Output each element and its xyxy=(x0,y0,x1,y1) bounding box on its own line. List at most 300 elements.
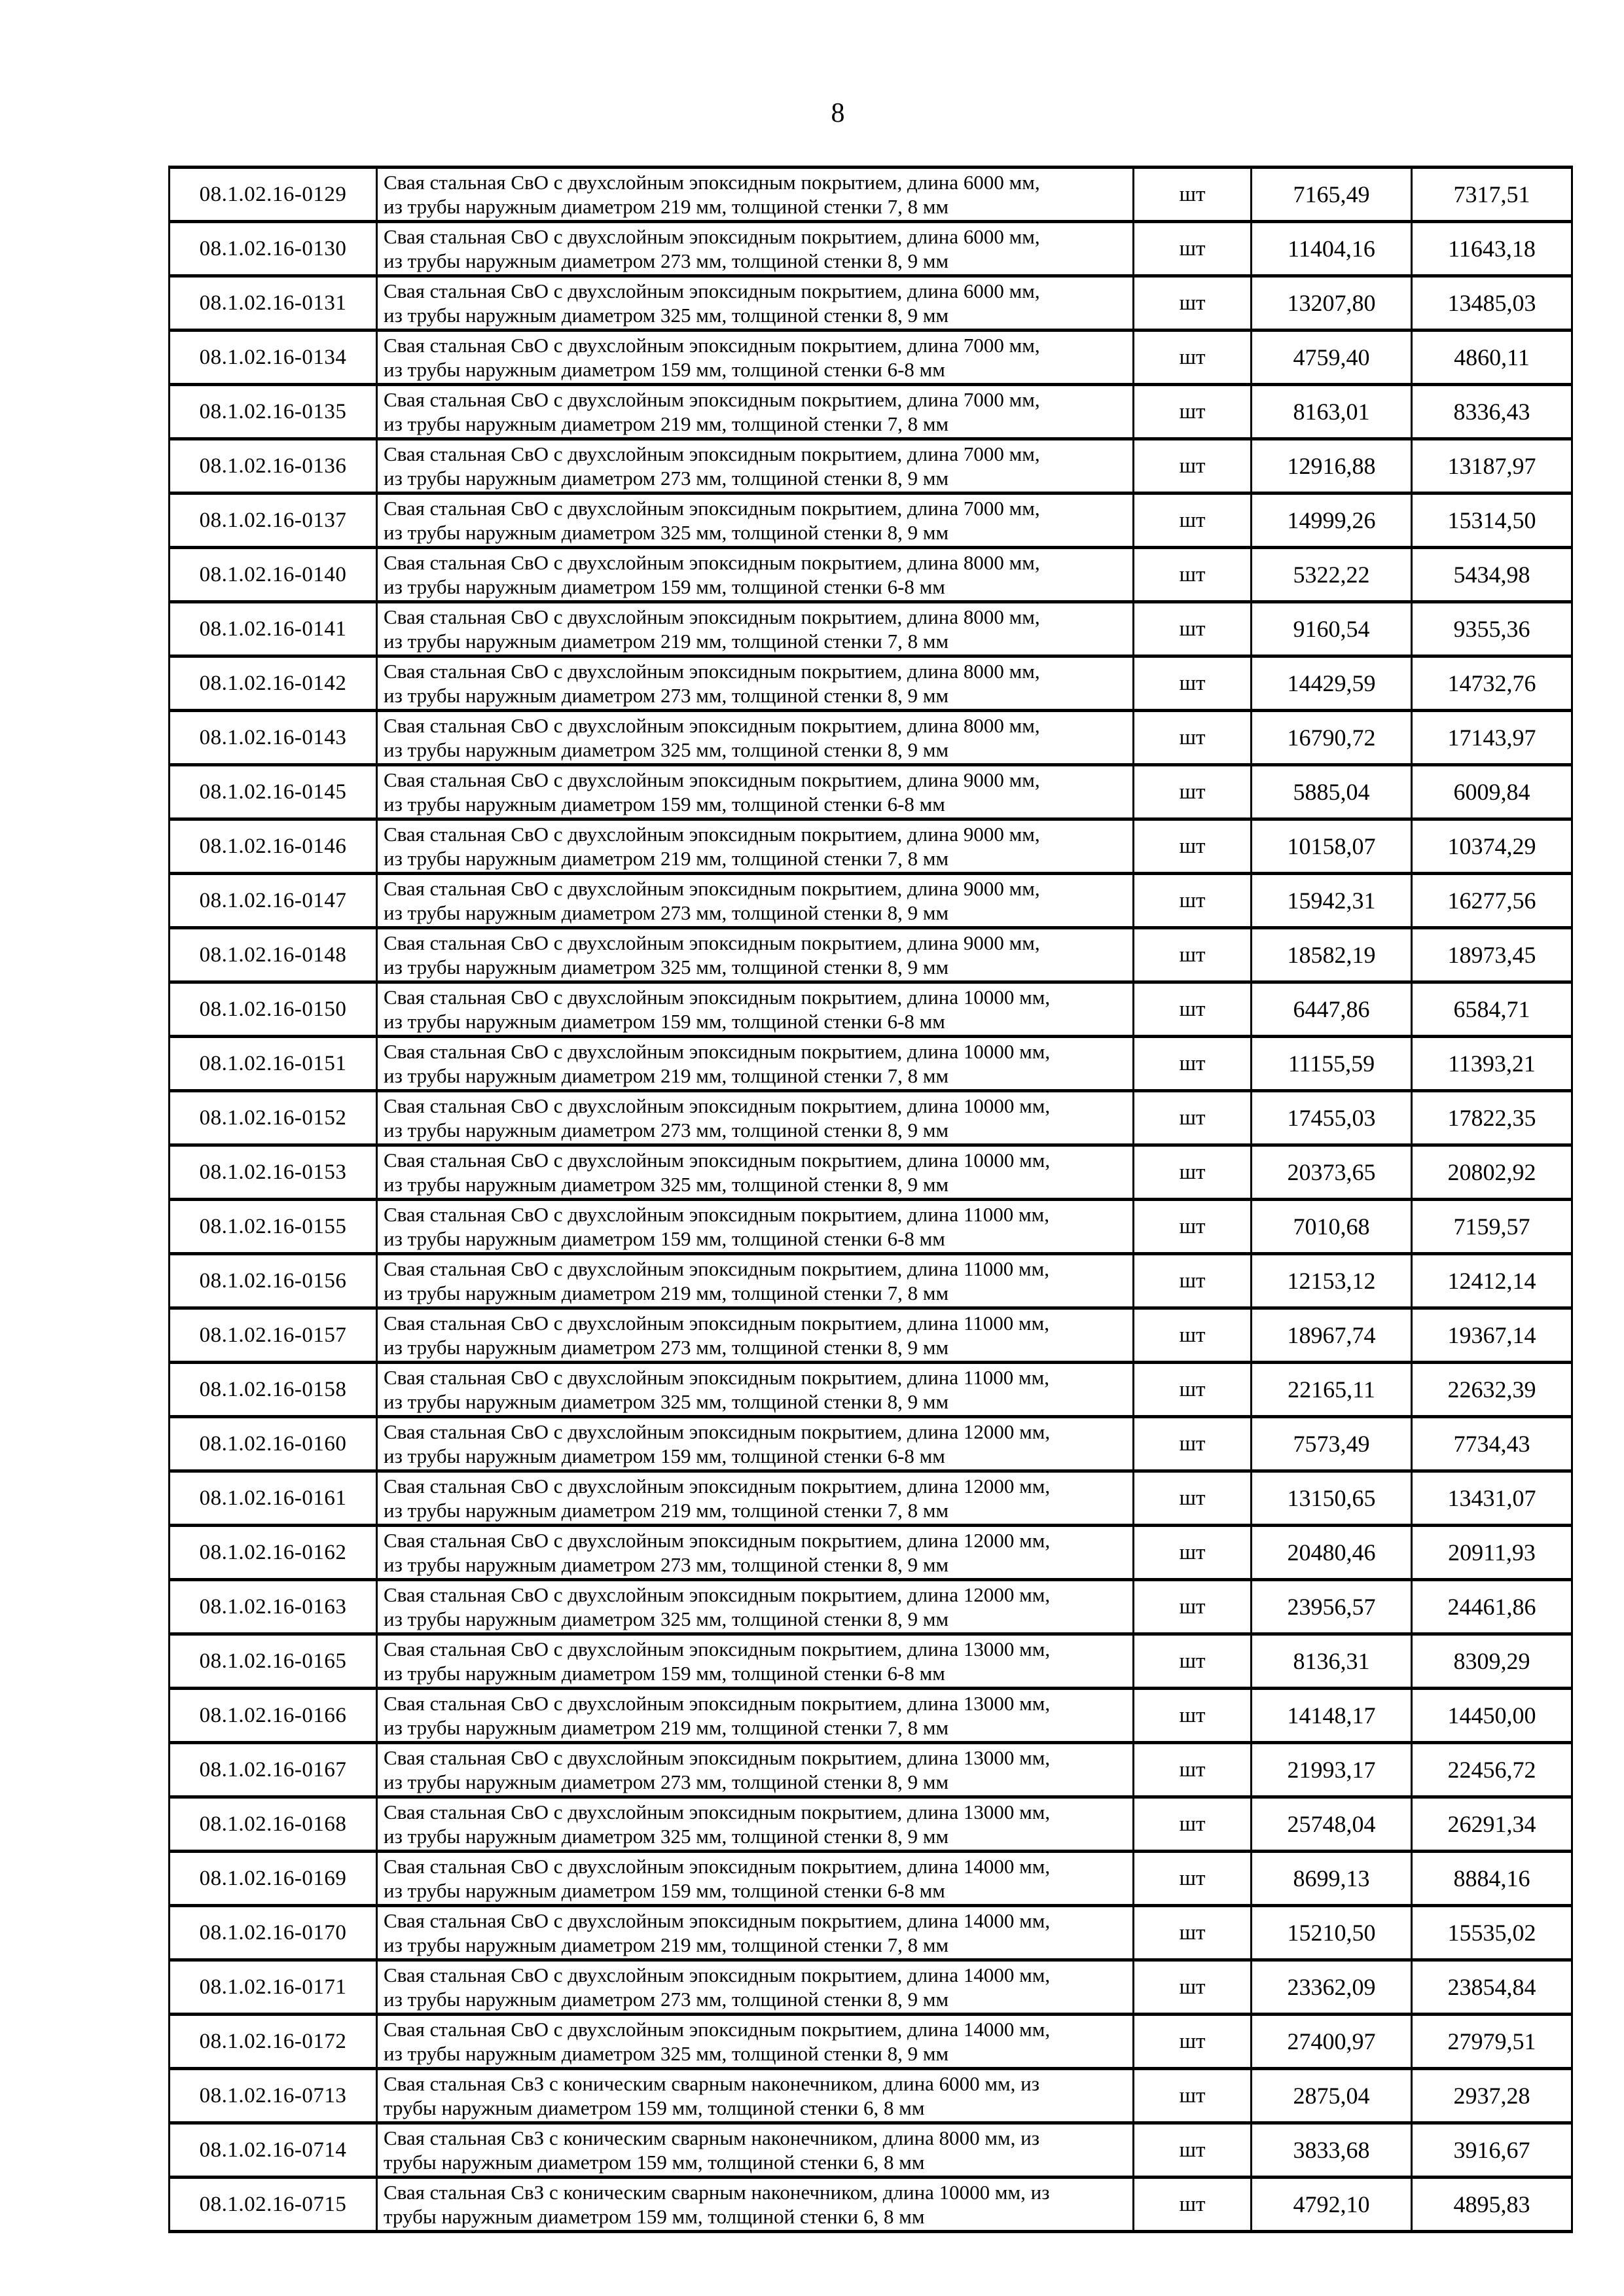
row-unit: шт xyxy=(1134,602,1252,656)
row-description xyxy=(377,1689,1134,1743)
description-line-1: Свая стальная СвО с двухслойным эпоксидным покрытием, длина 11000 мм, xyxy=(384,1312,1049,1335)
row-description xyxy=(377,1417,1134,1471)
row-price-1: 7573,49 xyxy=(1252,1417,1412,1471)
description-line-2: из трубы наружным диаметром 273 мм, толщиной стенки 8, 9 мм xyxy=(384,1770,949,1793)
table-row xyxy=(170,1145,1572,1200)
description-line-1: Свая стальная СвО с двухслойным эпоксидным покрытием, длина 10000 мм, xyxy=(384,1149,1051,1172)
row-code: 08.1.02.16-0147 xyxy=(170,874,377,928)
description-line-1: Свая стальная СвО с двухслойным эпоксидным покрытием, длина 13000 мм, xyxy=(384,1638,1051,1660)
description-line-2: из трубы наружным диаметром 325 мм, толщиной стенки 8, 9 мм xyxy=(384,1173,949,1196)
row-price-2: 5434,98 xyxy=(1412,548,1572,602)
row-price-1: 10158,07 xyxy=(1252,819,1412,874)
description-line-1: Свая стальная СвЗ с коническим сварным наконечником, длина 8000 мм, из xyxy=(384,2126,1040,2149)
description-line-2: из трубы наружным диаметром 159 мм, толщиной стенки 6-8 мм xyxy=(384,1444,945,1467)
description-line-1: Свая стальная СвО с двухслойным эпоксидным покрытием, длина 7000 мм, xyxy=(384,388,1040,411)
row-unit: шт xyxy=(1134,1689,1252,1743)
description-line-2: из трубы наружным диаметром 159 мм, толщиной стенки 6-8 мм xyxy=(384,1662,945,1685)
description-line-2: из трубы наружным диаметром 159 мм, толщиной стенки 6-8 мм xyxy=(384,1227,945,1250)
row-price-1: 5885,04 xyxy=(1252,765,1412,819)
row-description xyxy=(377,1797,1134,1852)
table-row xyxy=(170,1797,1572,1852)
row-unit: шт xyxy=(1134,1906,1252,1960)
description-line-2: из трубы наружным диаметром 325 мм, толщиной стенки 8, 9 мм xyxy=(384,1825,949,1848)
row-price-1: 18967,74 xyxy=(1252,1308,1412,1363)
description-line-1: Свая стальная СвО с двухслойным эпоксидным покрытием, длина 10000 мм, xyxy=(384,986,1051,1009)
row-unit: шт xyxy=(1134,1091,1252,1145)
row-price-1: 18582,19 xyxy=(1252,928,1412,982)
row-unit: шт xyxy=(1134,2123,1252,2178)
row-price-1: 22165,11 xyxy=(1252,1363,1412,1417)
row-unit: шт xyxy=(1134,385,1252,439)
table-row xyxy=(170,1471,1572,1526)
row-price-1: 12916,88 xyxy=(1252,439,1412,493)
row-price-2: 3916,67 xyxy=(1412,2123,1572,2178)
row-code: 08.1.02.16-0162 xyxy=(170,1526,377,1580)
table-row xyxy=(170,1852,1572,1906)
table-row xyxy=(170,1200,1572,1254)
table-row xyxy=(170,1308,1572,1363)
table-row xyxy=(170,765,1572,819)
row-price-2: 7734,43 xyxy=(1412,1417,1572,1471)
row-price-2: 18973,45 xyxy=(1412,928,1572,982)
row-price-1: 15942,31 xyxy=(1252,874,1412,928)
row-price-1: 11404,16 xyxy=(1252,222,1412,276)
description-line-2: из трубы наружным диаметром 273 мм, толщиной стенки 8, 9 мм xyxy=(384,1988,949,2011)
row-description xyxy=(377,1743,1134,1797)
description-line-1: Свая стальная СвО с двухслойным эпоксидным покрытием, длина 9000 мм, xyxy=(384,931,1040,954)
description-line-1: Свая стальная СвО с двухслойным эпоксидным покрытием, длина 12000 мм, xyxy=(384,1475,1051,1498)
table-row xyxy=(170,1037,1572,1091)
price-table xyxy=(168,166,1573,2233)
row-unit: шт xyxy=(1134,1852,1252,1906)
row-description xyxy=(377,1526,1134,1580)
row-code: 08.1.02.16-0148 xyxy=(170,928,377,982)
row-unit: шт xyxy=(1134,711,1252,765)
description-line-2: трубы наружным диаметром 159 мм, толщиной стенки 6, 8 мм xyxy=(384,2096,925,2119)
description-line-1: Свая стальная СвО с двухслойным эпоксидным покрытием, длина 14000 мм, xyxy=(384,1964,1051,1986)
description-line-1: Свая стальная СвО с двухслойным эпоксидным покрытием, длина 14000 мм, xyxy=(384,1855,1051,1878)
row-price-1: 11155,59 xyxy=(1252,1037,1412,1091)
row-code: 08.1.02.16-0160 xyxy=(170,1417,377,1471)
row-price-1: 14148,17 xyxy=(1252,1689,1412,1743)
row-unit: шт xyxy=(1134,1743,1252,1797)
row-unit: шт xyxy=(1134,928,1252,982)
table-row xyxy=(170,331,1572,385)
table-row xyxy=(170,1417,1572,1471)
row-price-2: 26291,34 xyxy=(1412,1797,1572,1852)
row-description xyxy=(377,656,1134,711)
description-line-1: Свая стальная СвО с двухслойным эпоксидным покрытием, длина 10000 мм, xyxy=(384,1040,1051,1063)
row-price-2: 11643,18 xyxy=(1412,222,1572,276)
row-price-1: 8163,01 xyxy=(1252,385,1412,439)
row-price-1: 20373,65 xyxy=(1252,1145,1412,1200)
row-description xyxy=(377,168,1134,222)
row-price-2: 22632,39 xyxy=(1412,1363,1572,1417)
description-line-1: Свая стальная СвО с двухслойным эпоксидным покрытием, длина 6000 мм, xyxy=(384,279,1040,302)
row-description xyxy=(377,1145,1134,1200)
row-price-1: 25748,04 xyxy=(1252,1797,1412,1852)
row-description xyxy=(377,439,1134,493)
description-line-2: из трубы наружным диаметром 219 мм, толщиной стенки 7, 8 мм xyxy=(384,1064,949,1087)
table-row xyxy=(170,819,1572,874)
description-line-1: Свая стальная СвО с двухслойным эпоксидным покрытием, длина 12000 мм, xyxy=(384,1529,1051,1552)
description-line-2: из трубы наружным диаметром 219 мм, толщиной стенки 7, 8 мм xyxy=(384,1499,949,1522)
row-unit: шт xyxy=(1134,765,1252,819)
description-line-2: трубы наружным диаметром 159 мм, толщиной стенки 6, 8 мм xyxy=(384,2205,925,2228)
row-code: 08.1.02.16-0152 xyxy=(170,1091,377,1145)
description-line-2: из трубы наружным диаметром 325 мм, толщиной стенки 8, 9 мм xyxy=(384,521,949,544)
description-line-2: из трубы наружным диаметром 159 мм, толщиной стенки 6-8 мм xyxy=(384,1010,945,1033)
row-unit: шт xyxy=(1134,439,1252,493)
description-line-1: Свая стальная СвО с двухслойным эпоксидным покрытием, длина 7000 мм, xyxy=(384,334,1040,357)
row-description xyxy=(377,1363,1134,1417)
table-row xyxy=(170,1091,1572,1145)
row-code: 08.1.02.16-0156 xyxy=(170,1254,377,1308)
row-price-2: 14450,00 xyxy=(1412,1689,1572,1743)
row-unit: шт xyxy=(1134,331,1252,385)
row-code: 08.1.02.16-0155 xyxy=(170,1200,377,1254)
row-price-1: 12153,12 xyxy=(1252,1254,1412,1308)
row-unit: шт xyxy=(1134,1254,1252,1308)
row-price-2: 14732,76 xyxy=(1412,656,1572,711)
description-line-1: Свая стальная СвО с двухслойным эпоксидным покрытием, длина 8000 мм, xyxy=(384,551,1040,574)
row-price-1: 9160,54 xyxy=(1252,602,1412,656)
row-description xyxy=(377,1960,1134,2015)
row-code: 08.1.02.16-0150 xyxy=(170,982,377,1037)
row-description xyxy=(377,982,1134,1037)
description-line-1: Свая стальная СвЗ с коническим сварным наконечником, длина 10000 мм, из xyxy=(384,2181,1050,2204)
row-unit: шт xyxy=(1134,1471,1252,1526)
row-price-1: 3833,68 xyxy=(1252,2123,1412,2178)
row-description xyxy=(377,276,1134,331)
description-line-2: трубы наружным диаметром 159 мм, толщиной стенки 6, 8 мм xyxy=(384,2151,925,2174)
row-price-1: 6447,86 xyxy=(1252,982,1412,1037)
row-price-2: 11393,21 xyxy=(1412,1037,1572,1091)
row-code: 08.1.02.16-0713 xyxy=(170,2069,377,2123)
row-description xyxy=(377,819,1134,874)
description-line-2: из трубы наружным диаметром 273 мм, толщиной стенки 8, 9 мм xyxy=(384,901,949,924)
row-code: 08.1.02.16-0169 xyxy=(170,1852,377,1906)
description-line-1: Свая стальная СвО с двухслойным эпоксидным покрытием, длина 13000 мм, xyxy=(384,1746,1051,1769)
row-description xyxy=(377,765,1134,819)
row-unit: шт xyxy=(1134,1634,1252,1689)
row-unit: шт xyxy=(1134,548,1252,602)
row-code: 08.1.02.16-0157 xyxy=(170,1308,377,1363)
row-price-2: 6009,84 xyxy=(1412,765,1572,819)
row-price-2: 8884,16 xyxy=(1412,1852,1572,1906)
table-row xyxy=(170,2015,1572,2069)
row-unit: шт xyxy=(1134,222,1252,276)
row-price-1: 21993,17 xyxy=(1252,1743,1412,1797)
row-description xyxy=(377,2069,1134,2123)
row-price-1: 7165,49 xyxy=(1252,168,1412,222)
description-line-2: из трубы наружным диаметром 273 мм, толщиной стенки 8, 9 мм xyxy=(384,1336,949,1359)
row-code: 08.1.02.16-0131 xyxy=(170,276,377,331)
row-unit: шт xyxy=(1134,1200,1252,1254)
description-line-2: из трубы наружным диаметром 159 мм, толщиной стенки 6-8 мм xyxy=(384,793,945,816)
row-price-1: 17455,03 xyxy=(1252,1091,1412,1145)
description-line-2: из трубы наружным диаметром 273 мм, толщиной стенки 8, 9 мм xyxy=(384,1119,949,1141)
description-line-1: Свая стальная СвЗ с коническим сварным наконечником, длина 6000 мм, из xyxy=(384,2072,1040,2095)
description-line-2: из трубы наружным диаметром 159 мм, толщиной стенки 6-8 мм xyxy=(384,1879,945,1902)
row-price-1: 13150,65 xyxy=(1252,1471,1412,1526)
description-line-1: Свая стальная СвО с двухслойным эпоксидным покрытием, длина 11000 мм, xyxy=(384,1257,1049,1280)
description-line-1: Свая стальная СвО с двухслойным эпоксидным покрытием, длина 6000 мм, xyxy=(384,225,1040,248)
row-code: 08.1.02.16-0146 xyxy=(170,819,377,874)
row-code: 08.1.02.16-0140 xyxy=(170,548,377,602)
table-row xyxy=(170,2123,1572,2178)
row-unit: шт xyxy=(1134,1145,1252,1200)
description-line-1: Свая стальная СвО с двухслойным эпоксидным покрытием, длина 13000 мм, xyxy=(384,1801,1051,1823)
row-price-1: 8136,31 xyxy=(1252,1634,1412,1689)
row-code: 08.1.02.16-0136 xyxy=(170,439,377,493)
description-line-2: из трубы наружным диаметром 219 мм, толщиной стенки 7, 8 мм xyxy=(384,630,949,653)
description-line-1: Свая стальная СвО с двухслойным эпоксидным покрытием, длина 6000 мм, xyxy=(384,171,1040,194)
table-row xyxy=(170,602,1572,656)
table-row xyxy=(170,1960,1572,2015)
row-price-2: 8336,43 xyxy=(1412,385,1572,439)
row-unit: шт xyxy=(1134,2015,1252,2069)
description-line-2: из трубы наружным диаметром 219 мм, толщиной стенки 7, 8 мм xyxy=(384,1933,949,1956)
row-price-2: 9355,36 xyxy=(1412,602,1572,656)
row-price-2: 23854,84 xyxy=(1412,1960,1572,2015)
row-description xyxy=(377,928,1134,982)
row-code: 08.1.02.16-0168 xyxy=(170,1797,377,1852)
row-unit: шт xyxy=(1134,276,1252,331)
row-code: 08.1.02.16-0142 xyxy=(170,656,377,711)
table-row xyxy=(170,276,1572,331)
row-price-2: 7317,51 xyxy=(1412,168,1572,222)
row-code: 08.1.02.16-0167 xyxy=(170,1743,377,1797)
row-price-1: 14999,26 xyxy=(1252,493,1412,548)
row-description xyxy=(377,222,1134,276)
row-price-2: 22456,72 xyxy=(1412,1743,1572,1797)
row-price-2: 17822,35 xyxy=(1412,1091,1572,1145)
row-description xyxy=(377,1254,1134,1308)
row-price-1: 14429,59 xyxy=(1252,656,1412,711)
row-price-2: 6584,71 xyxy=(1412,982,1572,1037)
row-description xyxy=(377,1091,1134,1145)
row-price-2: 7159,57 xyxy=(1412,1200,1572,1254)
row-description xyxy=(377,1037,1134,1091)
table-row xyxy=(170,874,1572,928)
row-price-2: 10374,29 xyxy=(1412,819,1572,874)
row-code: 08.1.02.16-0134 xyxy=(170,331,377,385)
row-code: 08.1.02.16-0161 xyxy=(170,1471,377,1526)
row-price-2: 17143,97 xyxy=(1412,711,1572,765)
table-row xyxy=(170,928,1572,982)
row-price-2: 19367,14 xyxy=(1412,1308,1572,1363)
row-unit: шт xyxy=(1134,493,1252,548)
row-price-1: 7010,68 xyxy=(1252,1200,1412,1254)
row-code: 08.1.02.16-0171 xyxy=(170,1960,377,2015)
row-code: 08.1.02.16-0172 xyxy=(170,2015,377,2069)
table-row xyxy=(170,1906,1572,1960)
description-line-2: из трубы наружным диаметром 219 мм, толщиной стенки 7, 8 мм xyxy=(384,1282,949,1304)
row-code: 08.1.02.16-0143 xyxy=(170,711,377,765)
row-description xyxy=(377,548,1134,602)
description-line-2: из трубы наружным диаметром 219 мм, толщиной стенки 7, 8 мм xyxy=(384,412,949,435)
row-description xyxy=(377,2015,1134,2069)
table-row xyxy=(170,222,1572,276)
row-code: 08.1.02.16-0145 xyxy=(170,765,377,819)
description-line-2: из трубы наружным диаметром 325 мм, толщиной стенки 8, 9 мм xyxy=(384,1390,949,1413)
description-line-2: из трубы наружным диаметром 159 мм, толщиной стенки 6-8 мм xyxy=(384,358,945,381)
description-line-1: Свая стальная СвО с двухслойным эпоксидным покрытием, длина 12000 мм, xyxy=(384,1583,1051,1606)
row-price-2: 13431,07 xyxy=(1412,1471,1572,1526)
row-price-1: 27400,97 xyxy=(1252,2015,1412,2069)
table-row xyxy=(170,1689,1572,1743)
row-description xyxy=(377,493,1134,548)
description-line-1: Свая стальная СвО с двухслойным эпоксидным покрытием, длина 8000 мм, xyxy=(384,660,1040,683)
description-line-1: Свая стальная СвО с двухслойным эпоксидным покрытием, длина 7000 мм, xyxy=(384,442,1040,465)
row-price-1: 23362,09 xyxy=(1252,1960,1412,2015)
row-description xyxy=(377,1471,1134,1526)
description-line-2: из трубы наружным диаметром 325 мм, толщиной стенки 8, 9 мм xyxy=(384,956,949,978)
row-description xyxy=(377,1200,1134,1254)
row-unit: шт xyxy=(1134,982,1252,1037)
row-description xyxy=(377,2178,1134,2232)
row-code: 08.1.02.16-0141 xyxy=(170,602,377,656)
row-unit: шт xyxy=(1134,819,1252,874)
row-code: 08.1.02.16-0129 xyxy=(170,168,377,222)
row-price-1: 15210,50 xyxy=(1252,1906,1412,1960)
row-description xyxy=(377,2123,1134,2178)
table-row xyxy=(170,385,1572,439)
row-price-2: 15314,50 xyxy=(1412,493,1572,548)
description-line-2: из трубы наружным диаметром 219 мм, толщиной стенки 7, 8 мм xyxy=(384,195,949,218)
row-description xyxy=(377,1852,1134,1906)
row-unit: шт xyxy=(1134,168,1252,222)
row-unit: шт xyxy=(1134,656,1252,711)
description-line-2: из трубы наружным диаметром 273 мм, толщиной стенки 8, 9 мм xyxy=(384,467,949,490)
table-row xyxy=(170,1526,1572,1580)
row-price-1: 16790,72 xyxy=(1252,711,1412,765)
description-line-2: из трубы наружным диаметром 159 мм, толщиной стенки 6-8 мм xyxy=(384,575,945,598)
description-line-1: Свая стальная СвО с двухслойным эпоксидным покрытием, длина 12000 мм, xyxy=(384,1420,1051,1443)
description-line-2: из трубы наружным диаметром 273 мм, толщиной стенки 8, 9 мм xyxy=(384,684,949,707)
row-code: 08.1.02.16-0715 xyxy=(170,2178,377,2232)
row-price-2: 20802,92 xyxy=(1412,1145,1572,1200)
table-row xyxy=(170,1254,1572,1308)
description-line-2: из трубы наружным диаметром 219 мм, толщиной стенки 7, 8 мм xyxy=(384,847,949,870)
row-unit: шт xyxy=(1134,1417,1252,1471)
description-line-1: Свая стальная СвО с двухслойным эпоксидным покрытием, длина 9000 мм, xyxy=(384,768,1040,791)
row-price-2: 4860,11 xyxy=(1412,331,1572,385)
description-line-1: Свая стальная СвО с двухслойным эпоксидным покрытием, длина 11000 мм, xyxy=(384,1366,1049,1389)
page-number: 8 xyxy=(831,98,845,128)
row-code: 08.1.02.16-0135 xyxy=(170,385,377,439)
row-code: 08.1.02.16-0163 xyxy=(170,1580,377,1634)
description-line-1: Свая стальная СвО с двухслойным эпоксидным покрытием, длина 8000 мм, xyxy=(384,714,1040,737)
row-price-2: 13485,03 xyxy=(1412,276,1572,331)
row-unit: шт xyxy=(1134,1797,1252,1852)
row-code: 08.1.02.16-0170 xyxy=(170,1906,377,1960)
row-price-1: 2875,04 xyxy=(1252,2069,1412,2123)
row-unit: шт xyxy=(1134,1037,1252,1091)
row-description xyxy=(377,711,1134,765)
description-line-1: Свая стальная СвО с двухслойным эпоксидным покрытием, длина 11000 мм, xyxy=(384,1203,1049,1226)
table-row xyxy=(170,2069,1572,2123)
row-description xyxy=(377,331,1134,385)
row-unit: шт xyxy=(1134,1580,1252,1634)
row-price-1: 13207,80 xyxy=(1252,276,1412,331)
row-price-1: 4792,10 xyxy=(1252,2178,1412,2232)
row-unit: шт xyxy=(1134,1960,1252,2015)
table-row xyxy=(170,493,1572,548)
description-line-1: Свая стальная СвО с двухслойным эпоксидным покрытием, длина 14000 мм, xyxy=(384,2018,1051,2041)
row-code: 08.1.02.16-0137 xyxy=(170,493,377,548)
description-line-2: из трубы наружным диаметром 219 мм, толщиной стенки 7, 8 мм xyxy=(384,1716,949,1739)
description-line-2: из трубы наружным диаметром 273 мм, толщиной стенки 8, 9 мм xyxy=(384,249,949,272)
description-line-1: Свая стальная СвО с двухслойным эпоксидным покрытием, длина 7000 мм, xyxy=(384,497,1040,520)
table-row xyxy=(170,711,1572,765)
row-price-2: 8309,29 xyxy=(1412,1634,1572,1689)
table-row xyxy=(170,1580,1572,1634)
table-row xyxy=(170,656,1572,711)
row-description xyxy=(377,602,1134,656)
description-line-2: из трубы наружным диаметром 325 мм, толщиной стенки 8, 9 мм xyxy=(384,304,949,327)
row-price-1: 8699,13 xyxy=(1252,1852,1412,1906)
row-unit: шт xyxy=(1134,2069,1252,2123)
row-price-2: 4895,83 xyxy=(1412,2178,1572,2232)
table-row xyxy=(170,1634,1572,1689)
row-price-2: 13187,97 xyxy=(1412,439,1572,493)
row-code: 08.1.02.16-0165 xyxy=(170,1634,377,1689)
description-line-1: Свая стальная СвО с двухслойным эпоксидным покрытием, длина 13000 мм, xyxy=(384,1692,1051,1715)
row-description xyxy=(377,874,1134,928)
table-row xyxy=(170,982,1572,1037)
description-line-2: из трубы наружным диаметром 325 мм, толщиной стенки 8, 9 мм xyxy=(384,1607,949,1630)
row-unit: шт xyxy=(1134,2178,1252,2232)
table-row xyxy=(170,2178,1572,2232)
table-row xyxy=(170,168,1572,222)
row-price-2: 2937,28 xyxy=(1412,2069,1572,2123)
row-code: 08.1.02.16-0153 xyxy=(170,1145,377,1200)
description-line-1: Свая стальная СвО с двухслойным эпоксидным покрытием, длина 14000 мм, xyxy=(384,1909,1051,1932)
table-row xyxy=(170,548,1572,602)
description-line-1: Свая стальная СвО с двухслойным эпоксидным покрытием, длина 9000 мм, xyxy=(384,877,1040,900)
row-code: 08.1.02.16-0714 xyxy=(170,2123,377,2178)
table-row xyxy=(170,1743,1572,1797)
row-description xyxy=(377,1308,1134,1363)
row-price-1: 5322,22 xyxy=(1252,548,1412,602)
table-body xyxy=(170,168,1572,2232)
row-description xyxy=(377,1634,1134,1689)
row-price-2: 16277,56 xyxy=(1412,874,1572,928)
description-line-1: Свая стальная СвО с двухслойным эпоксидным покрытием, длина 8000 мм, xyxy=(384,605,1040,628)
row-unit: шт xyxy=(1134,1363,1252,1417)
row-description xyxy=(377,1580,1134,1634)
row-price-1: 4759,40 xyxy=(1252,331,1412,385)
row-description xyxy=(377,385,1134,439)
row-code: 08.1.02.16-0151 xyxy=(170,1037,377,1091)
row-code: 08.1.02.16-0158 xyxy=(170,1363,377,1417)
description-line-2: из трубы наружным диаметром 273 мм, толщиной стенки 8, 9 мм xyxy=(384,1553,949,1576)
row-description xyxy=(377,1906,1134,1960)
row-code: 08.1.02.16-0130 xyxy=(170,222,377,276)
row-price-2: 24461,86 xyxy=(1412,1580,1572,1634)
row-price-2: 20911,93 xyxy=(1412,1526,1572,1580)
row-unit: шт xyxy=(1134,874,1252,928)
row-price-2: 12412,14 xyxy=(1412,1254,1572,1308)
description-line-2: из трубы наружным диаметром 325 мм, толщиной стенки 8, 9 мм xyxy=(384,738,949,761)
table-row xyxy=(170,439,1572,493)
row-unit: шт xyxy=(1134,1526,1252,1580)
description-line-1: Свая стальная СвО с двухслойным эпоксидным покрытием, длина 10000 мм, xyxy=(384,1094,1051,1117)
row-price-2: 15535,02 xyxy=(1412,1906,1572,1960)
description-line-1: Свая стальная СвО с двухслойным эпоксидным покрытием, длина 9000 мм, xyxy=(384,823,1040,846)
